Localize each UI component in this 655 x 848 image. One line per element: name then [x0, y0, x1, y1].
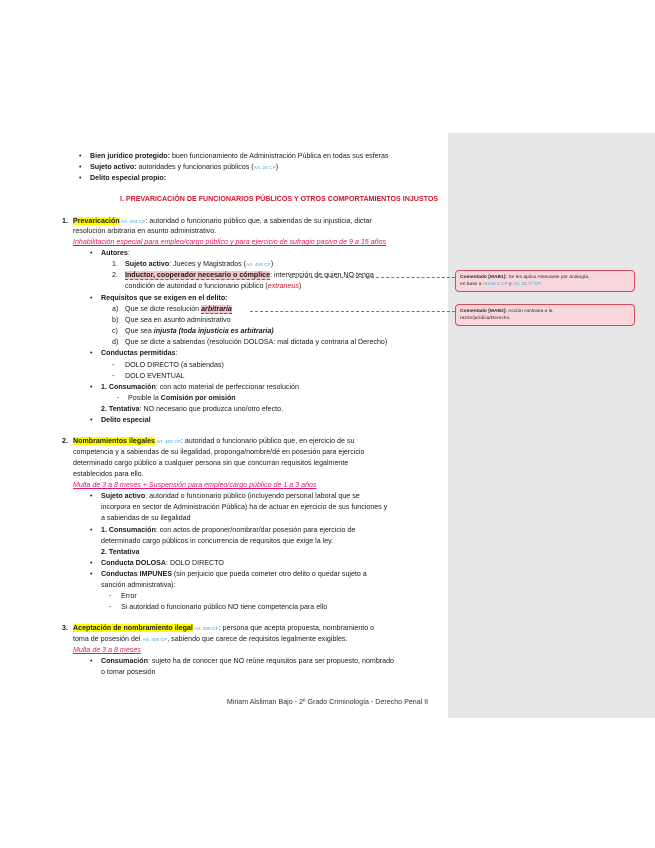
- item-number: 1.: [62, 217, 68, 225]
- comments-margin: [448, 133, 655, 718]
- s1-consumacion: 1. Consumación: con acto material de perfeccionar resolución: [101, 383, 299, 391]
- bullet: •: [90, 527, 93, 534]
- s1-autor-2: 2.: [112, 271, 118, 279]
- comment-balloon-2[interactable]: Comentado [MAB2]: Acción contraria a la razón/jurídica/Derecho.: [455, 304, 635, 326]
- s1-autor-2-text: Inductor, cooperador necesario o cómplice: intervención de quien NO tenga: [125, 271, 374, 279]
- s2-sujeto-activo-cont-1: incorpora en sector de Administración Pública) ha de actuar en ejercicio de sus funciones y: [101, 503, 388, 511]
- s2-impune-1: Error: [121, 592, 137, 600]
- s1-autor-1: 1.: [112, 260, 118, 268]
- s2-sujeto-activo-cont-2: a sabiendas de su ilegalidad: [101, 514, 191, 522]
- comment-anchor-1: Inductor, cooperador necesario o cómplice: [125, 271, 271, 279]
- comment-leader-2: [250, 311, 455, 312]
- bullet: •: [79, 175, 82, 182]
- s1-delito-especial: Delito especial: [101, 416, 151, 424]
- s2-impune-2: Si autoridad o funcionario público NO tiene competencia para ello: [121, 603, 328, 611]
- s1-conductas: Conductas permitidas:: [101, 349, 178, 357]
- bullet: •: [79, 164, 82, 171]
- s3-definition: Aceptación de nombramiento ilegal Art. 406 CP: persona que acepta propuesta, nombramiento o: [73, 624, 375, 632]
- dash: -: [117, 394, 120, 402]
- s2-definition-cont-1: competencia y a sabiendas de su ilegalidad, proponga/nombre/dé en posesión para ejercicio: [73, 448, 365, 456]
- s1-req-d-num: d): [112, 338, 119, 346]
- dash: -: [109, 603, 112, 611]
- s1-requisitos: Requisitos que se exigen en el delito:: [101, 294, 228, 302]
- s1-req-b: Que sea en asunto administrativo: [125, 316, 231, 324]
- s2-penalty: Multa de 3 a 8 meses + Suspensión para empleo/cargo público de 1 a 3 años: [73, 481, 317, 489]
- s3-penalty: Multa de 3 a 8 meses: [73, 646, 141, 654]
- comment-leader-1: [290, 277, 455, 278]
- s1-conducta-1: DOLO DIRECTO (a sabiendas): [125, 361, 224, 369]
- dash: -: [112, 361, 115, 369]
- s1-conducta-2: DOLO EVENTUAL: [125, 372, 185, 380]
- s2-conductas-impunes: Conductas IMPUNES (sin perjuicio que pueda cometer otro delito o quedar sujeto a: [101, 570, 367, 578]
- item-number: 2.: [62, 437, 68, 445]
- s1-req-a-num: a): [112, 305, 119, 313]
- bullet: •: [90, 384, 93, 391]
- s1-req-b-num: b): [112, 316, 119, 324]
- s1-autor-1-text: Sujeto activo: Jueces y Magistrados (Art. 446 CP): [125, 260, 274, 268]
- intro-line-2: Sujeto activo: autoridades y funcionarios públicos (Art. 24 CP): [90, 163, 279, 171]
- bullet: •: [90, 295, 93, 302]
- s1-consumacion-sub: Posible la Comisión por omisión: [128, 394, 236, 402]
- comment-balloon-1[interactable]: Comentado [MAB1]: Se les aplica Atenuante por analogía, en base a Art.65.3 CP y Art. 21.7º CP.: [455, 270, 635, 292]
- comment-anchor-2: arbitraria: [201, 305, 232, 313]
- intro-line-3: Delito especial propio:: [90, 174, 167, 182]
- s2-consumacion: 1. Consumación: con actos de proponer/nombrar/dar posesión para ejercicio de: [101, 526, 356, 534]
- s1-penalty: Inhabilitación especial para empleo/cargo público y para ejercicio de sufragio pasivo de 9 a 15 años: [73, 238, 387, 246]
- bullet: •: [90, 417, 93, 424]
- bullet: •: [90, 250, 93, 257]
- bullet: •: [90, 493, 93, 500]
- s3-consumacion: Consumación: sujeto ha de conocer que NO reúne requisitos para ser propuesto, nombrado: [101, 657, 394, 665]
- dash: -: [112, 372, 115, 380]
- s2-consumacion-cont: determinado cargo públicos in concurrencia de requisitos que exige la ley.: [101, 537, 334, 545]
- s1-tentativa: 2. Tentativa: NO necesario que produzca uno/otro efecto.: [101, 405, 284, 413]
- s2-conducta-dolosa: Conducta DOLOSA: DOLO DIRECTO: [101, 559, 224, 567]
- s2-sujeto-activo: Sujeto activo: autoridad o funcionario público (incluyendo personal laboral que se: [101, 492, 360, 500]
- s1-req-c: Que sea injusta (toda injusticia es arbitraria): [125, 327, 274, 335]
- bullet: •: [90, 560, 93, 567]
- item-number: 3.: [62, 624, 68, 632]
- page-footer: Miriam Alsliman Bajo - 2º Grado Criminología - Derecho Penal II: [226, 698, 429, 706]
- bullet: •: [90, 658, 93, 665]
- section-title: I. PREVARICACIÓN DE FUNCIONARIOS PÚBLICOS Y OTROS COMPORTAMIENTOS INJUSTOS: [120, 195, 439, 203]
- s2-tentativa: 2. Tentativa: [101, 548, 140, 556]
- s1-autor-2-cont: condición de autoridad o funcionario público (extraneus): [125, 282, 302, 290]
- s1-autores: Autores:: [101, 249, 130, 257]
- dash: -: [109, 592, 112, 600]
- s1-req-c-num: c): [112, 327, 118, 335]
- intro-line-1: Bien jurídico protegido: buen funcionamiento de Administración Pública en todas sus esferas: [90, 152, 389, 160]
- s2-definition: Nombramientos ilegales Art. 405 CP: autoridad o funcionario público que, en ejercicio de su: [73, 437, 355, 445]
- s1-req-d: Que se dicte a sabiendas (resolución DOLOSA: mal dictada y contraria al Derecho): [125, 338, 388, 346]
- s1-req-a: Que se dicte resolución arbitraria: [125, 305, 232, 313]
- s2-conductas-impunes-cont: sanción administrativa):: [101, 581, 176, 589]
- bullet: •: [90, 571, 93, 578]
- s2-definition-cont-2: determinado cargo público a cualquier persona sin que concurran requisitos legalmente: [73, 459, 349, 467]
- s3-consumacion-cont: o tomar posesión: [101, 668, 156, 676]
- s2-definition-cont-3: establecidos para ello.: [73, 470, 144, 478]
- s3-definition-cont: toma de posesión del Art. 405 CP, sabiendo que carece de requisitos legalmente exigibles.: [73, 635, 348, 643]
- bullet: •: [79, 153, 82, 160]
- s1-definition: Prevaricación Art. 404 CP: autoridad o funcionario público que, a sabiendas de su injusticia, dictar: [73, 217, 372, 225]
- s1-definition-cont: resolución arbitraria en asunto administrativo.: [73, 227, 217, 235]
- bullet: •: [90, 350, 93, 357]
